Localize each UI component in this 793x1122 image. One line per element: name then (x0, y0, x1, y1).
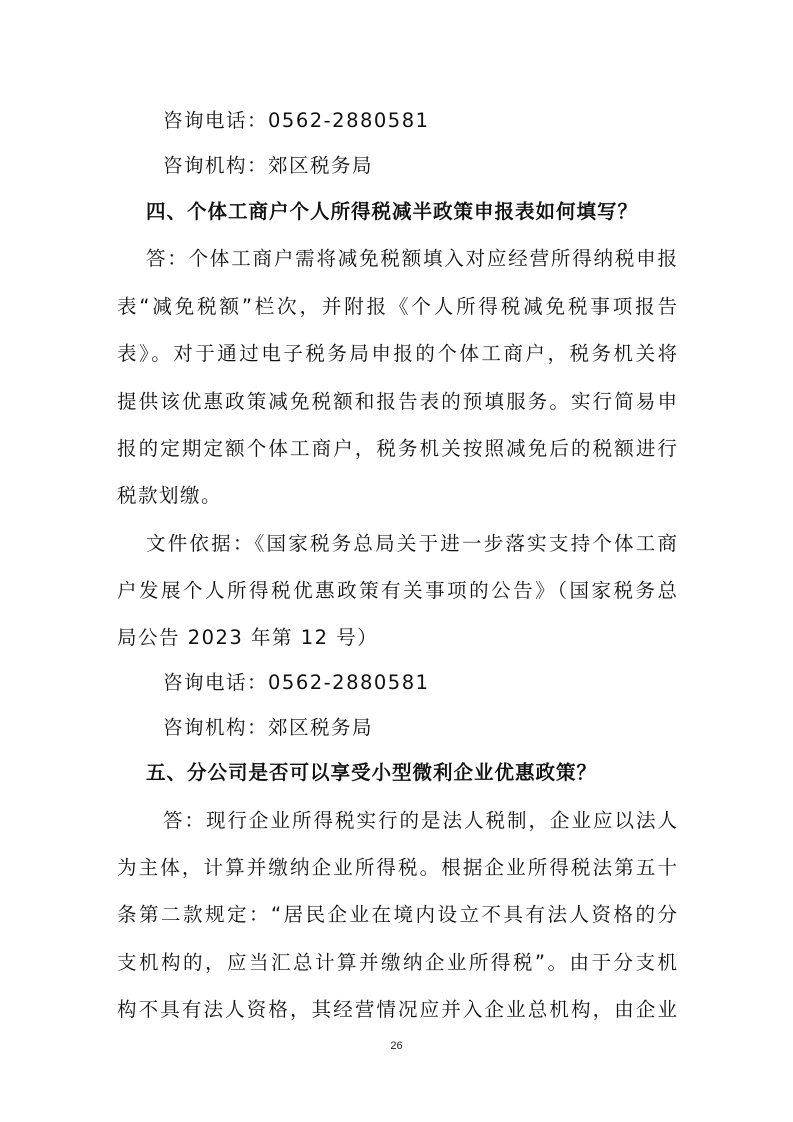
answer-line: 表“减免税额”栏次，并附报《个人所得税减免税事项报告 (117, 295, 677, 318)
section-heading-four: 四、个体工商户个人所得税减半政策申报表如何填写？ (146, 200, 639, 223)
basis-line: 局公告 2023 年第 12 号） (117, 626, 379, 649)
answer-line: 条第二款规定：“居民企业在境内设立不具有法人资格的分 (117, 903, 677, 926)
answer-line: 支机构的，应当汇总计算并缴纳企业所得税”。由于分支机 (117, 951, 677, 974)
consult-agency: 咨询机构：郊区税务局 (163, 154, 374, 177)
answer-line: 答：个体工商户需将减免税额填入对应经营所得纳税申报 (146, 247, 677, 270)
consult-phone: 咨询电话：0562-2880581 (163, 109, 430, 132)
basis-line: 户发展个人所得税优惠政策有关事项的公告》（国家税务总 (117, 579, 677, 602)
answer-line: 答：现行企业所得税实行的是法人税制，企业应以法人 (163, 809, 677, 832)
answer-line: 构不具有法人资格，其经营情况应并入企业总机构，由企业 (117, 998, 677, 1021)
page-number: 26 (390, 1040, 403, 1052)
answer-line: 表》。对于通过电子税务局申报的个体工商户，税务机关将 (117, 342, 677, 365)
answer-line: 提供该优惠政策减免税额和报告表的预填服务。实行简易申 (117, 390, 677, 413)
section-heading-five: 五、分公司是否可以享受小型微利企业优惠政策？ (146, 761, 598, 784)
consult-agency: 咨询机构：郊区税务局 (163, 716, 374, 739)
answer-line: 税款划缴。 (117, 484, 223, 507)
consult-phone: 咨询电话：0562-2880581 (163, 671, 430, 694)
basis-line: 文件依据：《国家税务总局关于进一步落实支持个体工商 (146, 532, 677, 555)
answer-line: 报的定期定额个体工商户，税务机关按照减免后的税额进行 (117, 437, 677, 460)
answer-line: 为主体，计算并缴纳企业所得税。根据企业所得税法第五十 (117, 856, 677, 879)
